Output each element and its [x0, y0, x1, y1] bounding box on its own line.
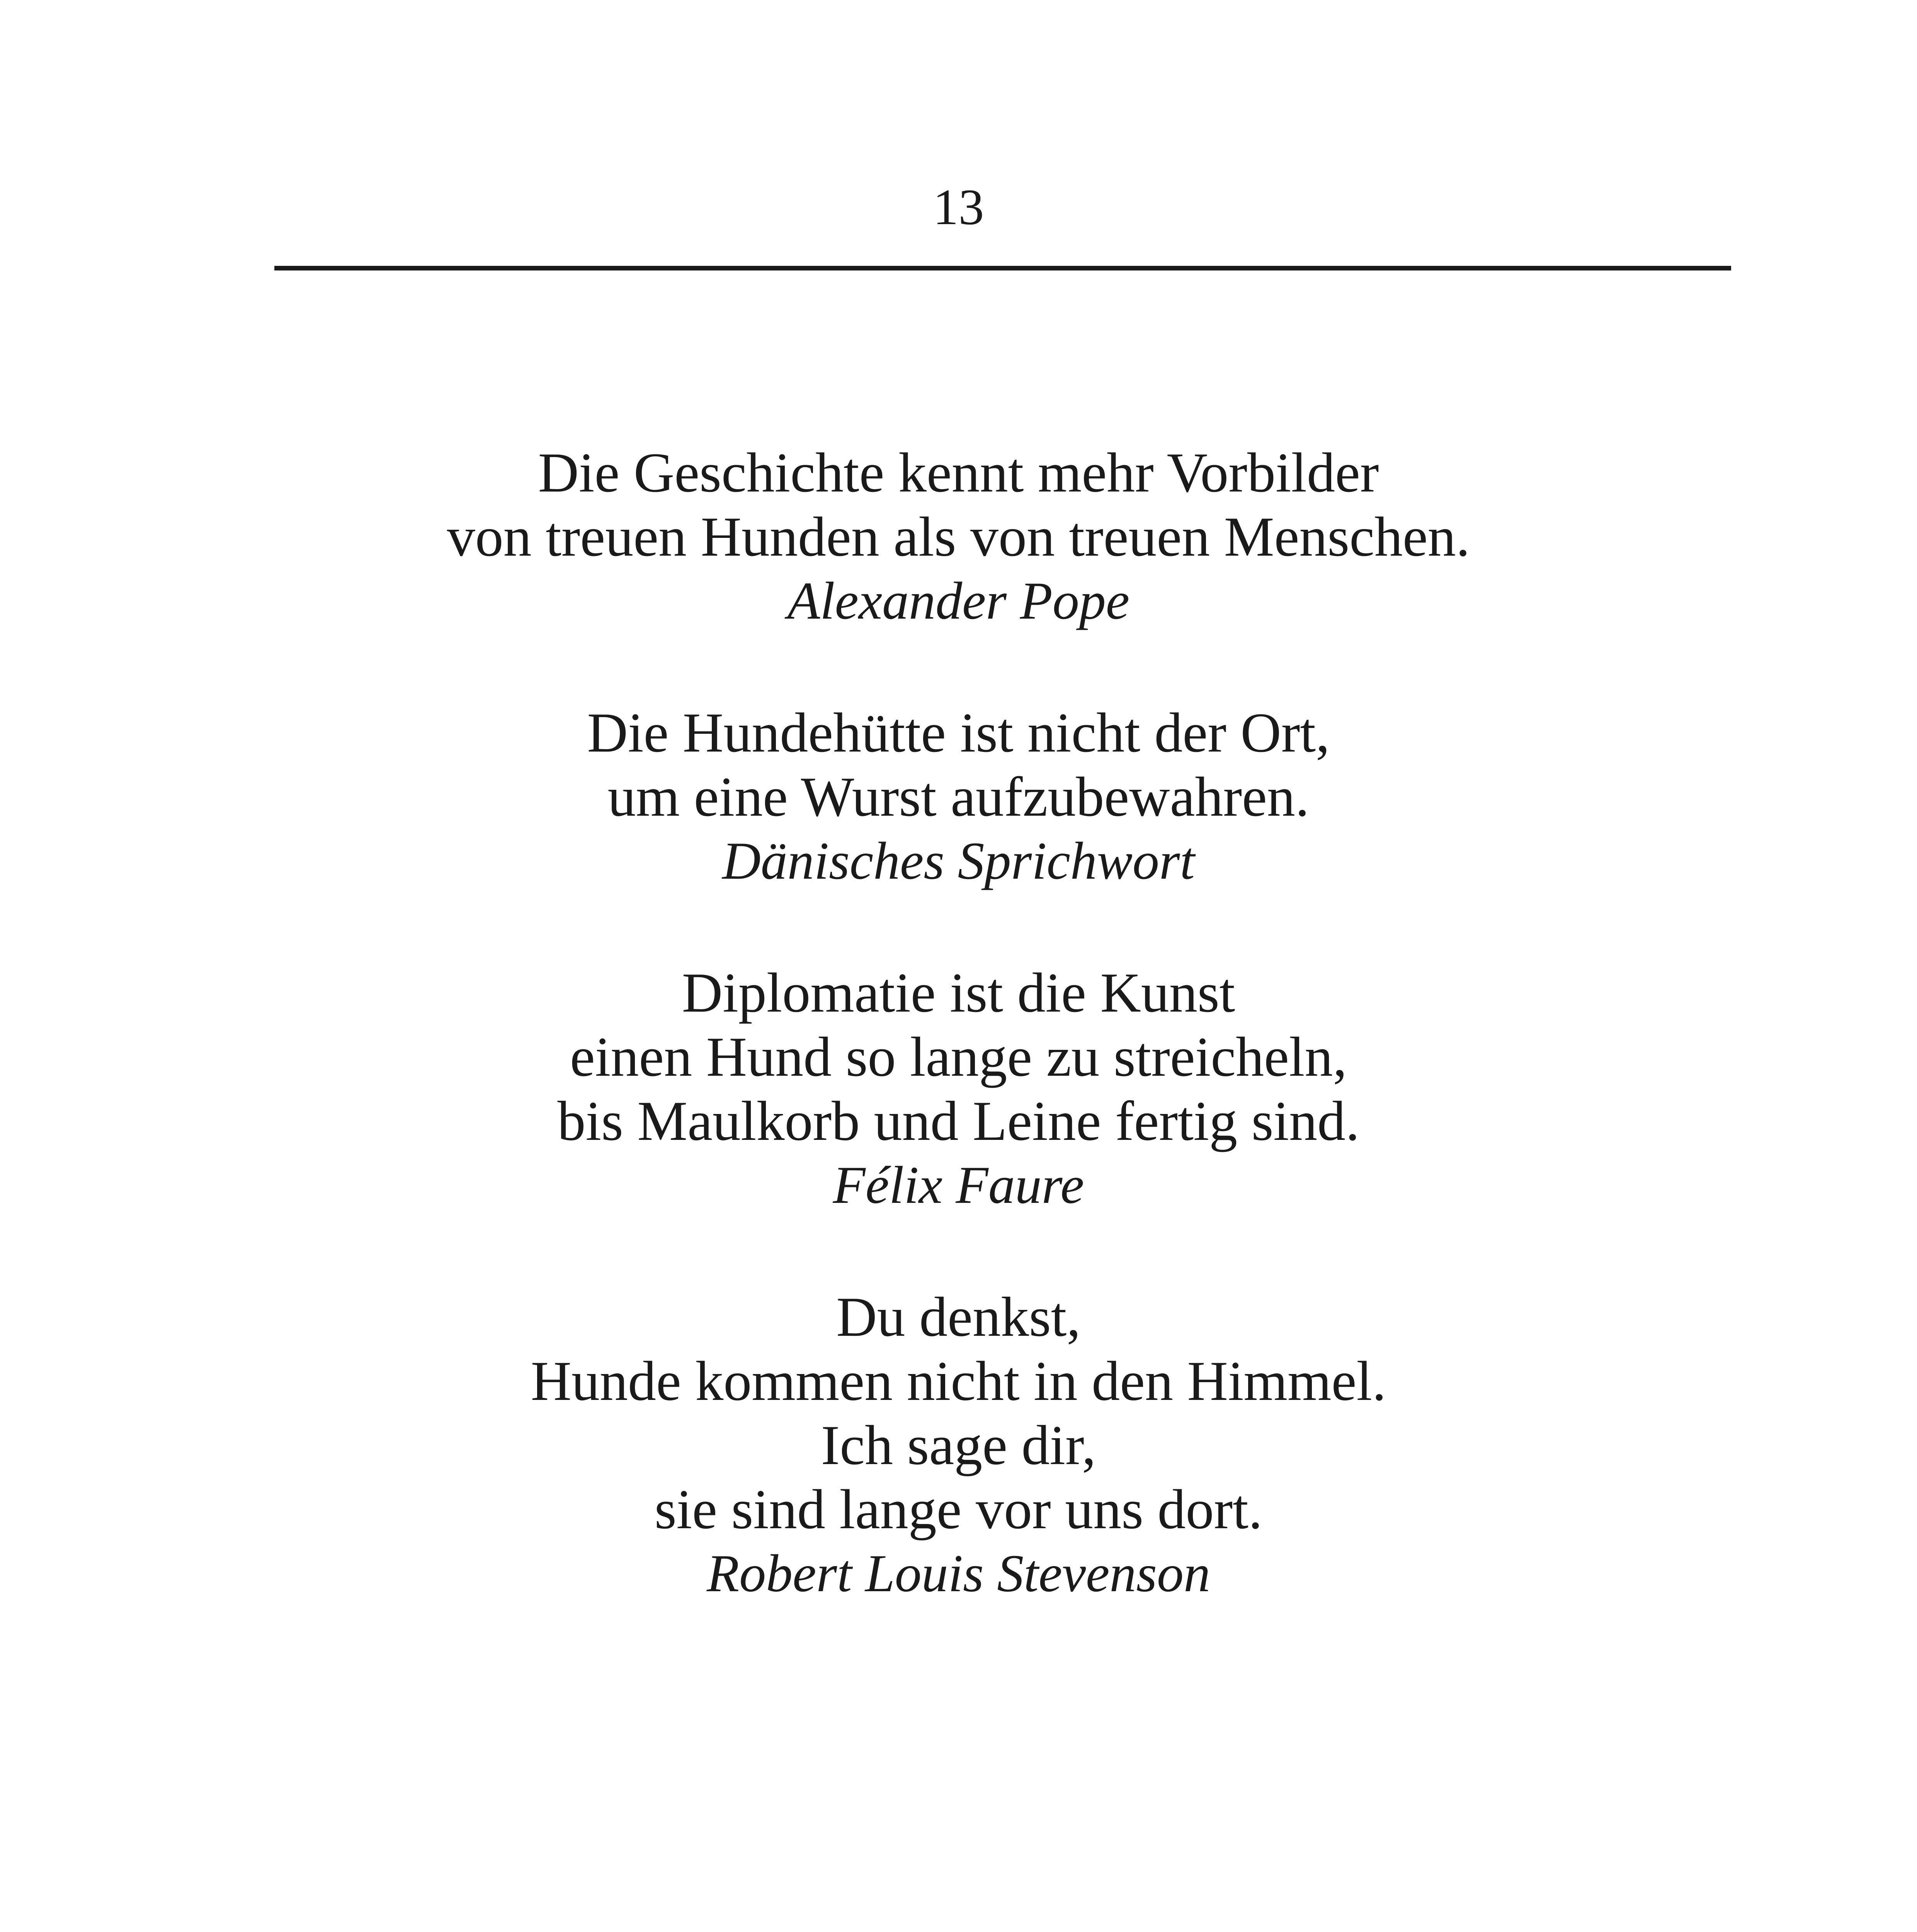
header-rule [274, 266, 1731, 270]
quote-line: einen Hund so lange zu streicheln, [570, 1026, 1347, 1088]
quote [0, 961, 1917, 1217]
quote-author: Robert Louis Stevenson [706, 1544, 1211, 1603]
quote [0, 1285, 1917, 1605]
quote-line: bis Maulkorb und Leine fertig sind. [557, 1090, 1360, 1152]
quote-line: von treuen Hunden als von treuen Menschen. [447, 505, 1470, 568]
quote-line: Du denkst, [836, 1286, 1081, 1348]
quote [0, 701, 1917, 893]
page-number: 13 [933, 179, 984, 235]
quote-line: um eine Wurst aufzubewahren. [607, 765, 1310, 828]
quote-line: Die Hundehütte ist nicht der Ort, [587, 701, 1330, 764]
quote-line: Hunde kommen nicht in den Himmel. [531, 1350, 1386, 1412]
quotes-section [0, 440, 1917, 1673]
quote-author: Félix Faure [833, 1155, 1084, 1214]
quote [0, 440, 1917, 633]
quote-line: Ich sage dir, [821, 1414, 1096, 1476]
quote-line: Die Geschichte kennt mehr Vorbilder [538, 441, 1379, 504]
quote-line: sie sind lange vor uns dort. [654, 1478, 1263, 1541]
quote-author: Dänisches Sprichwort [722, 831, 1195, 890]
quote-author: Alexander Pope [787, 571, 1130, 630]
quote-line: Diplomatie ist die Kunst [682, 961, 1235, 1024]
